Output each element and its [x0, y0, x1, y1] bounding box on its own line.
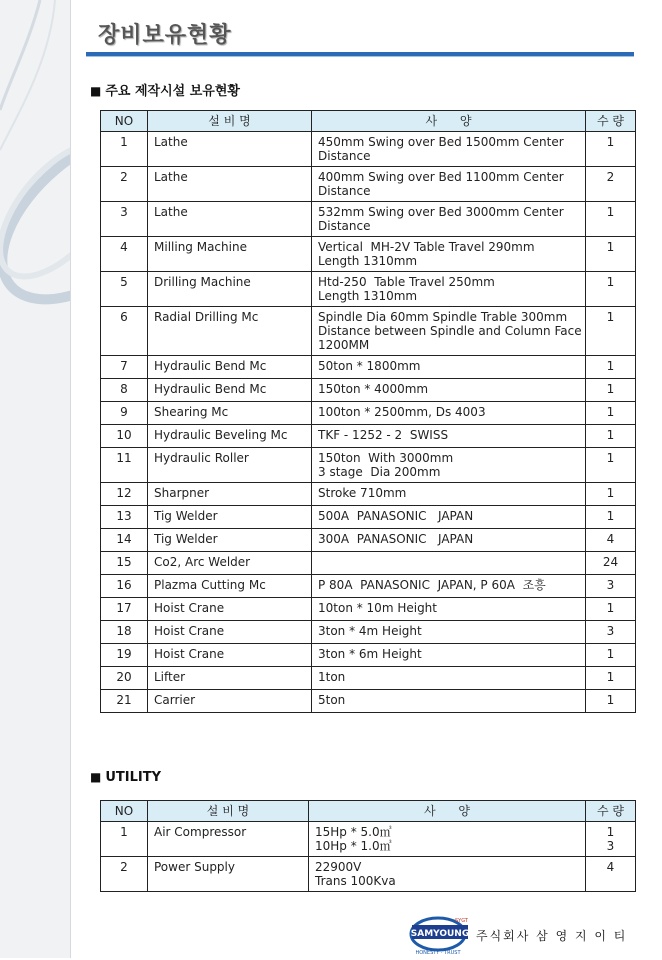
specification-line: P 80A PANASONIC JAPAN, P 60A 조흥: [318, 578, 546, 592]
specification-line: 532mm Swing over Bed 3000mm Center: [318, 205, 564, 219]
row-number: 18: [101, 621, 148, 644]
specification-line: 450mm Swing over Bed 1500mm Center: [318, 135, 564, 149]
equipment-name: Hydraulic Roller: [148, 448, 312, 483]
quantity: 1: [586, 644, 636, 667]
specification: [312, 237, 586, 272]
section-title: UTILITY: [105, 770, 162, 785]
specification-line: 400mm Swing over Bed 1100mm Center: [318, 170, 564, 184]
specification-line: [318, 555, 579, 569]
table-row: [101, 667, 636, 690]
quantity: 1: [586, 202, 636, 237]
specification-line: 150ton * 4000mm: [318, 382, 429, 396]
equipment-name: Tig Welder: [148, 529, 312, 552]
header-specification: 사 양: [309, 801, 586, 822]
title-underline-light: [86, 56, 634, 57]
quantity: 1: [586, 402, 636, 425]
equipment-name: Drilling Machine: [148, 272, 312, 307]
logo-tagline: HONESTY · TRUST: [415, 950, 461, 956]
table-row: [101, 822, 636, 857]
specification: [312, 598, 586, 621]
equipment-name: Power Supply: [148, 857, 309, 892]
equipment-name: Radial Drilling Mc: [148, 307, 312, 356]
row-number: 19: [101, 644, 148, 667]
row-number: 2: [101, 857, 148, 892]
header-quantity: 수 량: [586, 801, 636, 822]
equipment-name: Carrier: [148, 690, 312, 713]
equipment-name: Lathe: [148, 132, 312, 167]
header-no: NO: [101, 801, 148, 822]
table-row: [101, 483, 636, 506]
decorative-rings: [0, 0, 70, 958]
section-heading-facilities: [90, 80, 240, 99]
row-number: 11: [101, 448, 148, 483]
specification-line: 150ton With 3000mm: [318, 451, 454, 465]
row-number: 14: [101, 529, 148, 552]
table-header-row: [101, 801, 636, 822]
quantity: 1: [586, 132, 636, 167]
row-number: 15: [101, 552, 148, 575]
table-row: [101, 402, 636, 425]
equipment-name: Hydraulic Bend Mc: [148, 379, 312, 402]
table-row: [101, 167, 636, 202]
specification-line: Trans 100Kva: [315, 874, 396, 888]
equipment-name: Milling Machine: [148, 237, 312, 272]
quantity: [586, 857, 636, 892]
table-row: [101, 356, 636, 379]
equipment-name: Plazma Cutting Mc: [148, 575, 312, 598]
specification-line: Length 1310mm: [318, 289, 418, 303]
row-number: 7: [101, 356, 148, 379]
table-row: [101, 448, 636, 483]
company-name: 주식회사 삼 영 지 이 티: [476, 929, 628, 943]
specification-line: 1200MM: [318, 338, 370, 352]
specification-line: 300A PANASONIC JAPAN: [318, 532, 474, 546]
quantity: 1: [586, 483, 636, 506]
equipment-name: Hydraulic Beveling Mc: [148, 425, 312, 448]
equipment-name: Hoist Crane: [148, 644, 312, 667]
quantity: 1: [586, 598, 636, 621]
page-divider: [70, 0, 71, 958]
row-number: 16: [101, 575, 148, 598]
table-row: [101, 552, 636, 575]
specification-line: 3 stage Dia 200mm: [318, 465, 441, 479]
row-number: 3: [101, 202, 148, 237]
specification: [312, 552, 586, 575]
header-no: NO: [101, 111, 148, 132]
specification: [312, 621, 586, 644]
row-number: 2: [101, 167, 148, 202]
row-number: 21: [101, 690, 148, 713]
specification-line: Distance: [318, 219, 371, 233]
specification-line: 15Hp * 5.0㎥: [315, 825, 392, 839]
quantity: 1: [586, 272, 636, 307]
specification-line: 1ton: [318, 670, 346, 684]
specification-line: 10ton * 10m Height: [318, 601, 437, 615]
specification-line: Length 1310mm: [318, 254, 418, 268]
table-row: [101, 202, 636, 237]
header-equipment-name: 설 비 명: [148, 111, 312, 132]
row-number: 9: [101, 402, 148, 425]
equipment-name: Tig Welder: [148, 506, 312, 529]
header-equipment-name: 설 비 명: [148, 801, 309, 822]
specification: [312, 307, 586, 356]
row-number: 1: [101, 822, 148, 857]
logo-text: SAMYOUNG: [410, 929, 470, 939]
square-bullet-icon: ■: [90, 84, 102, 98]
specification-line: 5ton: [318, 693, 346, 707]
quantity: 1: [586, 307, 636, 356]
square-bullet-icon: ■: [90, 770, 102, 784]
equipment-name: Hoist Crane: [148, 621, 312, 644]
specification-line: Distance between Spindle and Column Face: [318, 324, 582, 338]
table-header-row: [101, 111, 636, 132]
specification: [312, 272, 586, 307]
quantity-line: 1: [606, 825, 615, 839]
quantity: 1: [586, 379, 636, 402]
table-row: [101, 598, 636, 621]
equipment-name: Air Compressor: [148, 822, 309, 857]
quantity: 1: [586, 425, 636, 448]
row-number: 5: [101, 272, 148, 307]
row-number: 10: [101, 425, 148, 448]
specification: [312, 167, 586, 202]
specification: [312, 575, 586, 598]
row-number: 8: [101, 379, 148, 402]
specification: [312, 506, 586, 529]
specification-line: 22900V: [315, 860, 362, 874]
table-row: [101, 425, 636, 448]
specification: [312, 402, 586, 425]
specification-line: 50ton * 1800mm: [318, 359, 421, 373]
header-quantity: 수 량: [586, 111, 636, 132]
table-row: [101, 272, 636, 307]
utility-table: [100, 800, 636, 892]
table-row: [101, 506, 636, 529]
specification: [312, 448, 586, 483]
facilities-table: [100, 110, 636, 713]
table-row: [101, 621, 636, 644]
specification-line: Htd-250 Table Travel 250mm: [318, 275, 495, 289]
table-row: [101, 237, 636, 272]
table-row: [101, 690, 636, 713]
table-row: [101, 644, 636, 667]
row-number: 20: [101, 667, 148, 690]
quantity: 1: [586, 237, 636, 272]
equipment-name: Co2, Arc Welder: [148, 552, 312, 575]
page-title: 장비보유현황: [98, 23, 232, 48]
header-specification: 사 양: [312, 111, 586, 132]
specification: [312, 379, 586, 402]
specification: [312, 202, 586, 237]
table-row: [101, 379, 636, 402]
equipment-name: Lifter: [148, 667, 312, 690]
section-title: 주요 제작시설 보유현황: [105, 84, 240, 99]
table-row: [101, 529, 636, 552]
quantity: [586, 822, 636, 857]
quantity: 1: [586, 448, 636, 483]
specification: [312, 690, 586, 713]
specification-line: Vertical MH-2V Table Travel 290mm: [318, 240, 535, 254]
specification: [312, 425, 586, 448]
table-row: [101, 857, 636, 892]
specification-line: 3ton * 4m Height: [318, 624, 422, 638]
specification-line: Distance: [318, 149, 371, 163]
equipment-name: Hoist Crane: [148, 598, 312, 621]
quantity-line: 3: [606, 839, 615, 853]
quantity: 1: [586, 667, 636, 690]
quantity: 1: [586, 690, 636, 713]
section-heading-utility: [90, 770, 161, 785]
row-number: 12: [101, 483, 148, 506]
equipment-name: Sharpner: [148, 483, 312, 506]
specification-line: 3ton * 6m Height: [318, 647, 422, 661]
equipment-name: Lathe: [148, 167, 312, 202]
specification: [309, 822, 586, 857]
quantity: 3: [586, 575, 636, 598]
specification: [312, 667, 586, 690]
decorative-left-band: [0, 0, 70, 958]
quantity: 3: [586, 621, 636, 644]
row-number: 13: [101, 506, 148, 529]
specification: [309, 857, 586, 892]
specification-line: 100ton * 2500mm, Ds 4003: [318, 405, 486, 419]
equipment-name: Shearing Mc: [148, 402, 312, 425]
specification-line: Spindle Dia 60mm Spindle Trable 300mm: [318, 310, 568, 324]
quantity: 1: [586, 356, 636, 379]
equipment-name: Hydraulic Bend Mc: [148, 356, 312, 379]
quantity-line: 4: [606, 860, 615, 874]
specification: [312, 356, 586, 379]
quantity: 2: [586, 167, 636, 202]
quantity: 1: [586, 506, 636, 529]
table-row: [101, 132, 636, 167]
company-logo: [408, 912, 472, 960]
equipment-name: Lathe: [148, 202, 312, 237]
specification-line: Distance: [318, 184, 371, 198]
quantity: 24: [586, 552, 636, 575]
specification-line: 10Hp * 1.0㎥: [315, 839, 392, 853]
specification-line: TKF - 1252 - 2 SWISS: [318, 428, 449, 442]
specification: [312, 644, 586, 667]
specification: [312, 483, 586, 506]
specification: [312, 529, 586, 552]
specification: [312, 132, 586, 167]
row-number: 1: [101, 132, 148, 167]
specification-line: Stroke 710mm: [318, 486, 407, 500]
specification-line: 500A PANASONIC JAPAN: [318, 509, 474, 523]
row-number: 4: [101, 237, 148, 272]
row-number: 17: [101, 598, 148, 621]
logo-small-text: SYGT: [455, 918, 468, 924]
quantity: 4: [586, 529, 636, 552]
row-number: 6: [101, 307, 148, 356]
table-row: [101, 575, 636, 598]
table-row: [101, 307, 636, 356]
